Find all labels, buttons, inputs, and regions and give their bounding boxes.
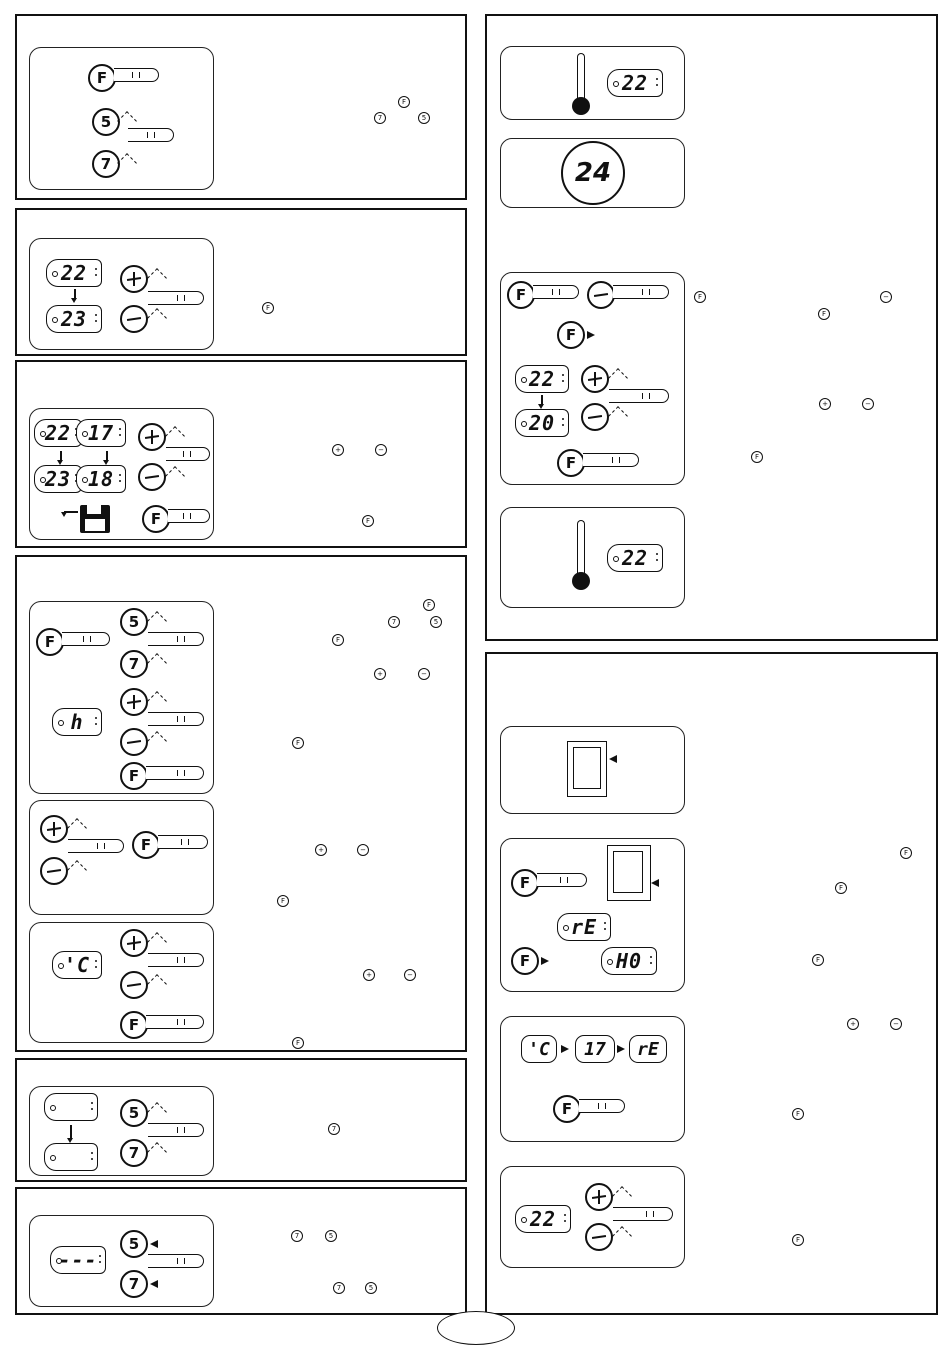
- seven-symbol: 7: [374, 112, 386, 124]
- press-arrow-icon: [150, 1280, 158, 1288]
- panel-temp-adjust: [29, 238, 214, 350]
- minus-button[interactable]: [120, 971, 148, 999]
- temperature-display: 22: [34, 419, 82, 447]
- panel-reset: [500, 838, 685, 992]
- f-button[interactable]: F: [120, 1011, 148, 1039]
- plus-symbol: +: [374, 668, 386, 680]
- f-symbol: F: [818, 308, 830, 320]
- press-indicator-icon: [612, 1186, 632, 1206]
- section-6: [15, 1187, 467, 1315]
- minus-symbol: −: [357, 844, 369, 856]
- minus-symbol: −: [890, 1018, 902, 1030]
- blank-display: [44, 1143, 98, 1171]
- press-indicator-icon: [147, 974, 167, 994]
- press-indicator-icon: [67, 818, 87, 838]
- f-symbol: F: [751, 451, 763, 463]
- arrow-right-icon: [617, 1045, 625, 1053]
- minus-button[interactable]: [120, 728, 148, 756]
- f-symbol: F: [277, 895, 289, 907]
- value-display: 17: [575, 1035, 615, 1063]
- five-button[interactable]: 5: [120, 608, 148, 636]
- reset-display: rE: [629, 1035, 667, 1063]
- finger-icon: [533, 285, 579, 299]
- plus-symbol: +: [819, 398, 831, 410]
- f-symbol: F: [332, 634, 344, 646]
- switch-rocker-icon: [573, 747, 601, 789]
- minus-button[interactable]: [581, 403, 609, 431]
- finger-icon: [148, 291, 204, 305]
- unit-display: 'C: [52, 951, 102, 979]
- f-symbol: F: [694, 291, 706, 303]
- plus-button[interactable]: [40, 815, 68, 843]
- press-indicator-icon: [147, 653, 167, 673]
- finger-icon: [168, 509, 210, 523]
- arrow-right-icon: [587, 331, 595, 339]
- press-indicator-icon: [608, 368, 628, 388]
- finger-icon: [579, 1099, 625, 1113]
- thermometer-bulb-icon: [572, 97, 590, 115]
- arrow-left-icon: [651, 879, 659, 887]
- plus-button[interactable]: [120, 688, 148, 716]
- f-button[interactable]: F: [557, 449, 585, 477]
- seven-button[interactable]: 7: [120, 1270, 148, 1298]
- press-indicator-icon: [147, 268, 167, 288]
- finger-icon: [537, 873, 587, 887]
- section-8: [485, 652, 938, 1315]
- finger-icon: [166, 447, 210, 461]
- panel-blink: [29, 1086, 214, 1176]
- f-button[interactable]: F: [142, 505, 170, 533]
- finger-icon: [158, 835, 208, 849]
- minus-button[interactable]: [138, 463, 166, 491]
- finger-icon: [68, 839, 124, 853]
- h0-display: H0: [601, 947, 657, 975]
- f-symbol: F: [423, 599, 435, 611]
- finger-icon: [148, 712, 204, 726]
- press-indicator-icon: [67, 860, 87, 880]
- section-4: [15, 555, 467, 1052]
- arrow-down-icon: [106, 451, 108, 461]
- panel-switch: [500, 726, 685, 814]
- finger-icon: [148, 953, 204, 967]
- dashes-display: ---: [50, 1246, 106, 1274]
- five-button[interactable]: 5: [120, 1230, 148, 1258]
- finger-icon: [148, 1254, 204, 1268]
- f-button[interactable]: F: [132, 831, 160, 859]
- f-symbol: F: [292, 737, 304, 749]
- press-indicator-icon: [117, 153, 137, 173]
- hour-display: h: [52, 708, 102, 736]
- press-indicator-icon: [165, 466, 185, 486]
- panel-f-57: [29, 47, 214, 190]
- finger-icon: [128, 128, 174, 142]
- minus-symbol: −: [880, 291, 892, 303]
- panel-f-minus: [500, 272, 685, 485]
- panel-sequence: [500, 1016, 685, 1142]
- plus-button[interactable]: [138, 423, 166, 451]
- press-indicator-icon: [608, 406, 628, 426]
- section-5: [15, 1058, 467, 1182]
- temperature-display: 22: [515, 1205, 571, 1233]
- arrow-right-icon: [64, 511, 78, 513]
- f-symbol: F: [292, 1037, 304, 1049]
- finger-icon: [146, 766, 204, 780]
- f-symbol: F: [812, 954, 824, 966]
- save-disk-icon: [80, 505, 110, 533]
- press-indicator-icon: [147, 1102, 167, 1122]
- seven-symbol: 7: [328, 1123, 340, 1135]
- arrow-left-icon: [609, 755, 617, 763]
- plus-button[interactable]: [581, 365, 609, 393]
- section-3: [15, 360, 467, 548]
- five-button[interactable]: 5: [120, 1099, 148, 1127]
- five-symbol: 5: [325, 1230, 337, 1242]
- f-button[interactable]: F: [557, 321, 585, 349]
- f-button[interactable]: F: [553, 1095, 581, 1123]
- arrow-down-icon: [541, 395, 543, 405]
- plus-symbol: +: [315, 844, 327, 856]
- f-symbol: F: [835, 882, 847, 894]
- f-symbol: F: [900, 847, 912, 859]
- temperature-display: 18: [76, 465, 126, 493]
- panel-hour-set: [29, 601, 214, 794]
- seven-symbol: 7: [388, 616, 400, 628]
- section-1: [15, 14, 467, 200]
- press-indicator-icon: [147, 691, 167, 711]
- press-indicator-icon: [147, 611, 167, 631]
- finger-icon: [62, 632, 110, 646]
- f-button[interactable]: F: [507, 281, 535, 309]
- press-indicator-icon: [612, 1226, 632, 1246]
- finger-icon: [583, 453, 639, 467]
- five-symbol: 5: [365, 1282, 377, 1294]
- f-button[interactable]: F: [511, 947, 539, 975]
- panel-clock: [500, 138, 685, 208]
- f-symbol: F: [792, 1234, 804, 1246]
- finger-icon: [148, 1123, 204, 1137]
- f-button[interactable]: F: [120, 762, 148, 790]
- temperature-display: 20: [515, 409, 569, 437]
- f-symbol: F: [792, 1108, 804, 1120]
- press-indicator-icon: [147, 731, 167, 751]
- f-button[interactable]: F: [511, 869, 539, 897]
- section-7: [485, 14, 938, 641]
- panel-thermometer-final: [500, 507, 685, 608]
- minus-symbol: −: [862, 398, 874, 410]
- plus-symbol: +: [847, 1018, 859, 1030]
- plus-symbol: +: [363, 969, 375, 981]
- f-symbol: F: [398, 96, 410, 108]
- press-indicator-icon: [147, 1142, 167, 1162]
- minus-symbol: −: [375, 444, 387, 456]
- finger-icon: [114, 68, 159, 82]
- press-indicator-icon: [165, 426, 185, 446]
- arrow-down-icon: [60, 451, 62, 461]
- five-symbol: 5: [430, 616, 442, 628]
- five-button[interactable]: 5: [92, 108, 120, 136]
- press-arrow-icon: [150, 1240, 158, 1248]
- seven-symbol: 7: [333, 1282, 345, 1294]
- minus-button[interactable]: [40, 857, 68, 885]
- thermometer-bulb-icon: [572, 572, 590, 590]
- arrow-right-icon: [561, 1045, 569, 1053]
- finger-icon: [609, 389, 669, 403]
- f-button[interactable]: F: [88, 64, 116, 92]
- panel-dual-temp: [29, 408, 214, 540]
- temperature-display: 22: [46, 259, 102, 287]
- temperature-display: 17: [76, 419, 126, 447]
- seven-button[interactable]: 7: [120, 1139, 148, 1167]
- section-2: [15, 208, 467, 356]
- blank-display-blinking: [44, 1093, 98, 1121]
- press-indicator-icon: [147, 308, 167, 328]
- plus-symbol: +: [332, 444, 344, 456]
- panel-degc: [29, 922, 214, 1043]
- seven-button[interactable]: 7: [120, 650, 148, 678]
- plus-button[interactable]: [120, 929, 148, 957]
- finger-icon: [613, 285, 669, 299]
- temperature-display: 22: [607, 544, 663, 572]
- finger-icon: [146, 1015, 204, 1029]
- arrow-down-icon: [74, 289, 76, 299]
- five-symbol: 5: [418, 112, 430, 124]
- minus-button[interactable]: [585, 1223, 613, 1251]
- switch-rocker-icon: [613, 851, 643, 893]
- clock-24-icon: 24: [561, 141, 625, 205]
- arrow-down-icon: [70, 1125, 72, 1139]
- seven-button[interactable]: 7: [92, 150, 120, 178]
- thermometer-icon: [577, 53, 585, 101]
- minus-symbol: −: [404, 969, 416, 981]
- press-indicator-icon: [147, 932, 167, 952]
- plus-button[interactable]: [585, 1183, 613, 1211]
- f-symbol: F: [262, 302, 274, 314]
- finger-icon: [613, 1207, 673, 1221]
- temperature-display: 22: [607, 69, 663, 97]
- minus-symbol: −: [418, 668, 430, 680]
- seven-symbol: 7: [291, 1230, 303, 1242]
- unit-display: 'C: [521, 1035, 557, 1063]
- f-button[interactable]: F: [36, 628, 64, 656]
- minus-button[interactable]: [587, 281, 615, 309]
- panel-plus-minus-f: [29, 800, 214, 915]
- f-symbol: F: [362, 515, 374, 527]
- thermometer-icon: [577, 520, 585, 576]
- page-number-oval: [437, 1311, 515, 1345]
- plus-button[interactable]: [120, 265, 148, 293]
- reset-display: rE: [557, 913, 611, 941]
- temperature-display: 23: [34, 465, 82, 493]
- finger-icon: [148, 632, 204, 646]
- arrow-right-icon: [541, 957, 549, 965]
- temperature-display: 22: [515, 365, 569, 393]
- panel-thermometer: [500, 46, 685, 120]
- minus-button[interactable]: [120, 305, 148, 333]
- panel-dashes: [29, 1215, 214, 1307]
- temperature-display: 23: [46, 305, 102, 333]
- panel-temp-final: [500, 1166, 685, 1268]
